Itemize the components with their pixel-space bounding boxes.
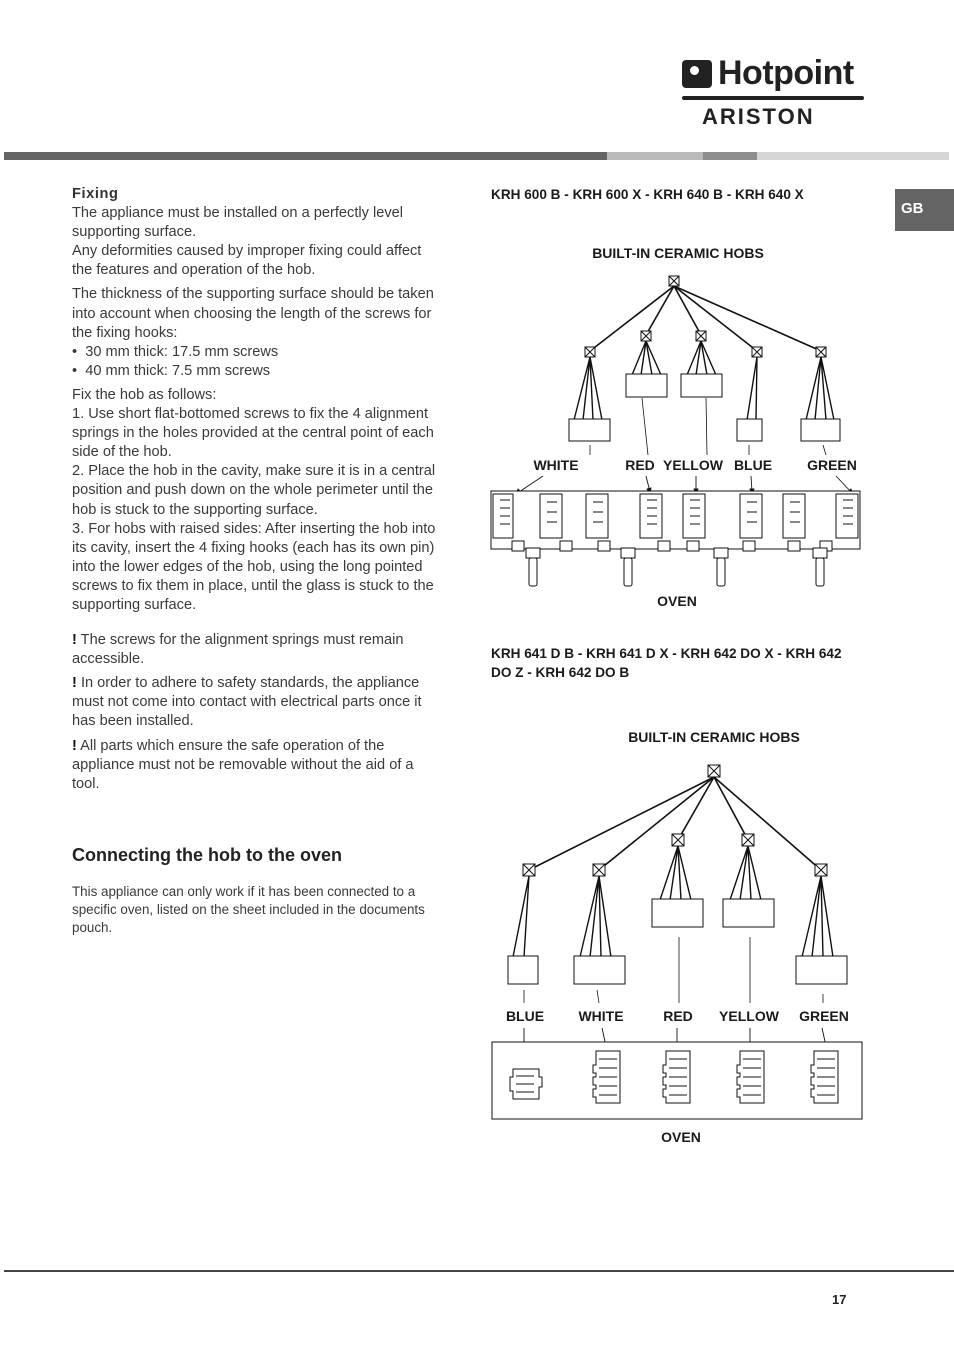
fixing-step: 3. For hobs with raised sides: After inserting the hob into its cavity, insert the 4 fixing hooks (each has its own pin) into the lower edges of the hob, using the long pointed screws to fix them in place, until the glass is stuck to the supporting surface.: [72, 520, 436, 613]
wire-label-white: WHITE: [578, 1008, 624, 1024]
warning-note: [72, 631, 444, 669]
heating-element-blocks: [508, 899, 847, 984]
wire-label-yellow: YELLOW: [719, 1008, 779, 1024]
warning-text: All parts which ensure the safe operation of the appliance must not be removable without the aid of a tool.: [72, 737, 414, 792]
warning-mark: !: [72, 632, 77, 649]
header-band-light: [607, 152, 703, 160]
fixing-paragraph: The appliance must be installed on a perfectly level supporting surface.: [72, 205, 403, 241]
wire-label-blue: BLUE: [505, 1008, 545, 1024]
warning-note: [72, 737, 444, 794]
wire-label-red: RED: [625, 457, 655, 473]
hotpoint-ariston-logo: [682, 56, 864, 130]
wire-label-blue: BLUE: [733, 457, 773, 473]
connecting-text: This appliance can only work if it has been connected to a specific oven, listed on the sheet included in the documents pouch.: [72, 884, 425, 935]
logo-rule: [682, 96, 864, 100]
bullet-text: 30 mm thick: 17.5 mm screws: [85, 343, 279, 360]
logo-brand: Hotpoint: [718, 54, 854, 92]
oven-terminal-panel: [492, 1042, 862, 1119]
connecting-section: [72, 846, 444, 936]
label-leaders: [524, 937, 823, 1003]
wire-label-green: GREEN: [807, 457, 857, 473]
fixing-step: 1. Use short flat-bottomed screws to fix the 4 alignment springs in the holes provided at the central point of each side of the hob.: [72, 406, 434, 461]
diagram1-models: KRH 600 B - KRH 600 X - KRH 640 B - KRH 640 X: [491, 187, 804, 202]
logo-sub-brand: ARISTON: [702, 104, 815, 129]
page-number: 17: [832, 1292, 847, 1307]
root-connector-icon: [708, 765, 720, 777]
bullet-item: • 30 mm thick: 17.5 mm screws: [72, 343, 279, 360]
fixing-paragraph: The thickness of the supporting surface should be taken into account when choosing the length of the screws for the fixing hooks:: [72, 286, 434, 341]
diagram1-title: BUILT-IN CERAMIC HOBS: [592, 245, 764, 261]
wiring-diagram-2: [486, 724, 866, 1149]
footer-rule: [4, 1270, 954, 1272]
fixing-heading: Fixing: [72, 186, 119, 202]
oven-control-panel: [491, 491, 860, 551]
root-connector-icon: [669, 276, 679, 286]
junction-icons: [585, 331, 826, 357]
language-tab: GB: [895, 189, 954, 231]
warning-mark: !: [72, 737, 77, 754]
connecting-heading: Connecting the hob to the oven: [72, 845, 342, 865]
oven-knob-icons: [526, 548, 827, 586]
bullet-text: 40 mm thick: 7.5 mm screws: [85, 362, 271, 379]
fixing-paragraph: Any deformities caused by improper fixing could affect the features and operation of the hob.: [72, 243, 422, 279]
fixing-paragraph: Fix the hob as follows:: [72, 386, 217, 403]
logo-mark-icon: [682, 60, 712, 88]
diagram2-models: KRH 641 D B - KRH 641 D X - KRH 642 DO X - KRH 642 DO Z - KRH 642 DO B: [491, 646, 842, 680]
fixing-section: [72, 185, 444, 794]
wire-label-green: GREEN: [799, 1008, 849, 1024]
warning-text: The screws for the alignment springs must remain accessible.: [72, 632, 404, 668]
diagram1-oven-label: OVEN: [657, 593, 697, 609]
wire-label-yellow: YELLOW: [663, 457, 723, 473]
header-band-dark: [4, 152, 607, 160]
warning-note: [72, 674, 444, 731]
fixing-step: 2. Place the hob in the cavity, make sure it is in a central position and push down on the whole perimeter until the hob is stuck to the supporting surface.: [72, 463, 436, 518]
warning-mark: !: [72, 675, 77, 692]
warning-text: In order to adhere to safety standards, the appliance must not come into contact with electrical parts once it has been installed.: [72, 675, 422, 730]
label-leaders: [590, 398, 826, 455]
header-band-pale: [757, 152, 949, 160]
heating-element-blocks: [569, 374, 840, 441]
wiring-diagram-1: [486, 240, 866, 615]
bullet-item: • 40 mm thick: 7.5 mm screws: [72, 362, 271, 379]
wire-label-red: RED: [663, 1008, 693, 1024]
wire-label-white: WHITE: [533, 457, 579, 473]
diagram2-oven-label: OVEN: [661, 1129, 701, 1145]
diagram2-title: BUILT-IN CERAMIC HOBS: [628, 729, 800, 745]
header-band-mid: [703, 152, 757, 160]
